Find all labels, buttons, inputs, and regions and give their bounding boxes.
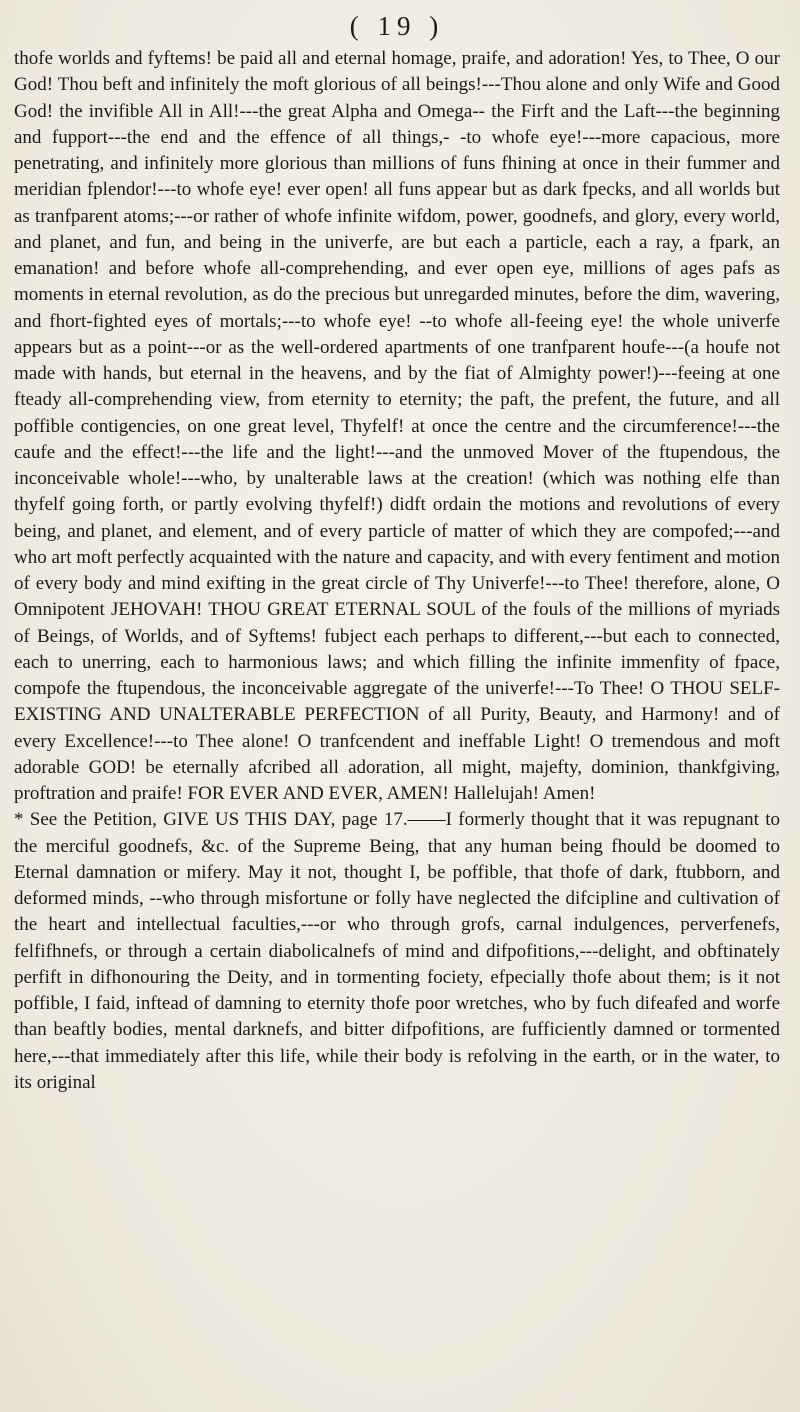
page-body	[14, 46, 780, 1096]
main-paragraph: thofe worlds and fyftems! be paid all and eternal homage, praife, and adoration! Yes, to Thee, O our God! Thou beft and infinitely the moft glorious of all beings!---Thou alone and only Wife and Good God! the invifible All in All!---the great Alpha and Omega-- the Firft and the Laft---the beginning and fupport---the end and the effence of all things,- -to whofe eye!---more capacious, more penetrating, and infinitely more glorious than millions of funs fhining at once in their fummer and meridian fplendor!---to whofe eye! ever open! all funs appear but as dark fpecks, and all worlds but as tranfparent atoms;---or rather of whofe infinite wifdom, power, goodnefs, and glory, every world, and planet, and fun, and being in the univerfe, are but each a particle, each a ray, a fpark, an emanation! and before whofe all-comprehending, and ever open eye, millions of ages pafs as moments in eternal revolution, as do the precious but unregarded minutes, before the dim, wavering, and fhort-fighted eyes of mortals;---to whofe eye! --to whofe all-feeing eye! the whole univerfe appears but as a point---or as the well-ordered apartments of one tranfparent houfe---(a houfe not made with hands, but eternal in the heavens, and by the fiat of Almighty power!)---feeing at one fteady all-comprehending view, from eternity to eternity; the paft, the prefent, the future, and all poffible contigencies, on one great level, Thyfelf! at once the centre and the circumference!---the caufe and the effect!---the life and the light!---and the unmoved Mover of the ftupendous, the inconceivable whole!---who, by unalterable laws at the creation! (which was nothing elfe than thyfelf going forth, or partly evolving thyfelf!) didft ordain the motions and revolutions of every being, and planet, and element, and of every particle of matter of which they are compofed;---and who art moft perfectly acquainted with the nature and capacity, and with every fentiment and motion of every body and mind exifting in the great circle of Thy Univerfe!---to Thee! therefore, alone, O Omnipotent JEHOVAH! THOU GREAT ETERNAL SOUL of the fouls of the millions of myriads of Beings, of Worlds, and of Syftems! fubject each perhaps to different,---but each to connected, each to unerring, each to harmonious laws; and which filling the infinite immenfity of fpace, compofe the ftupendous, the inconceivable aggregate of the univerfe!---To Thee! O THOU SELF-EXISTING AND UNALTERABLE PERFECTION of all Purity, Beauty, and Harmony! and of every Excellence!---to Thee alone! O tranfcendent and ineffable Light! O tremendous and moft adorable GOD! be eternally afcribed all adoration, all might, majefty, dominion, thankfgiving, proftration and praife! FOR EVER AND EVER, AMEN! Hallelujah! Amen!	[14, 48, 780, 804]
page-number: ( 19 )	[349, 11, 445, 41]
footnote: * See the Petition, GIVE US THIS DAY, page 17.——I formerly thought that it was repugnant to the merciful goodnefs, &c. of the Supreme Being, that any human being fhould be doomed to Eternal damnation or mifery. May it not, thought I, be poffible, that thofe of dark, ftubborn, and deformed minds, --who through misfortune or folly have neglected the difcipline and cultivation of the heart and intellectual faculties,---or who through grofs, carnal indulgences, perverfenefs, felfifhnefs, or through a certain diabolicalnefs of mind and difpofitions,---delight, and obftinately perfift in difhonouring the Deity, and in tormenting fociety, efpecially thofe about them; is it not poffible, I faid, inftead of damning to eternity thofe poor wretches, who by fuch difeafed and worfe than beaftly bodies, mental darknefs, and bitter difpofitions, are fufficiently damned or tormented here,---that immediately after this life, while their body is refolving in the earth, or in the water, to its original	[14, 809, 780, 1093]
